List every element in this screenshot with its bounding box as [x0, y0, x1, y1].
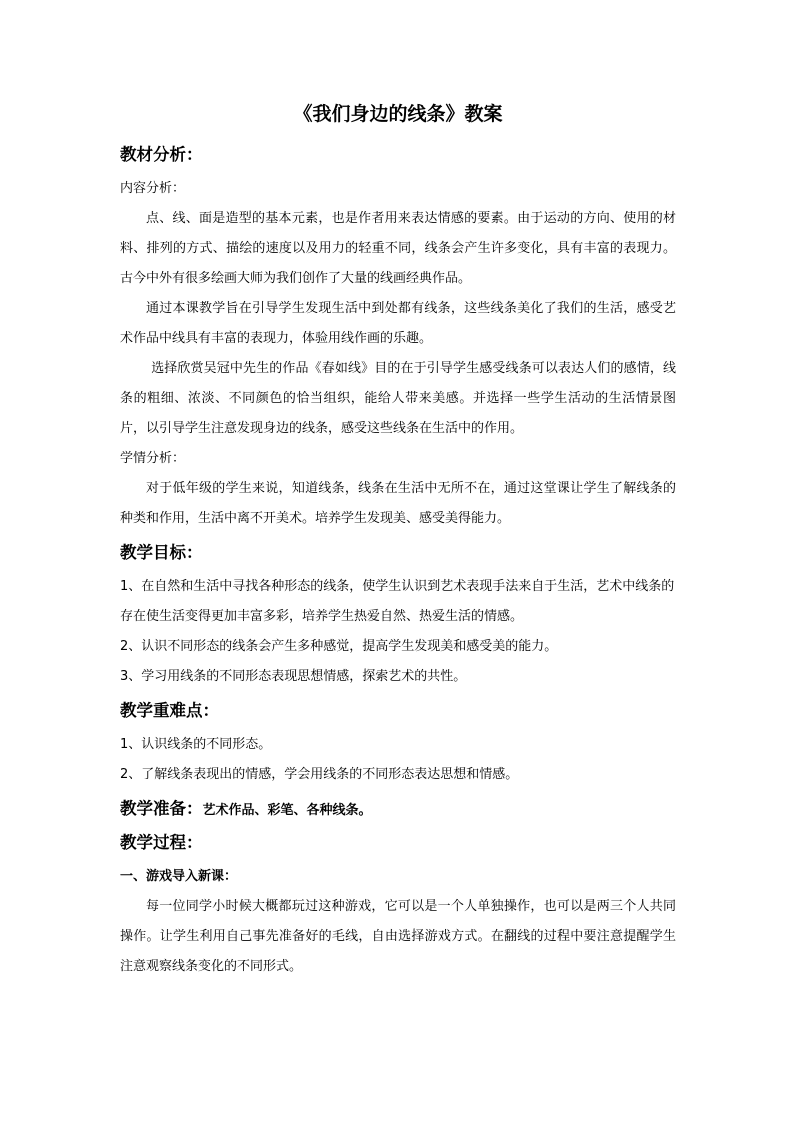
- document-title: 《我们身边的线条》教案: [293, 103, 503, 125]
- section-heading-goals: 教学目标：: [120, 543, 203, 562]
- key-point-item-2: 2、了解线条表现出的情感，学会用线条的不同形态表达思想和情感。: [120, 767, 519, 782]
- goal-item-2: 2、认识不同形态的线条会产生多种感觉，提高学生发现美和感受美的能力。: [120, 639, 558, 654]
- section-prep: [120, 796, 676, 824]
- section-heading-process: 教学过程：: [120, 833, 203, 852]
- analysis-paragraph-2: 通过本课教学旨在引导学生发现生活中到处都有线条，这些线条美化了我们的生活，感受艺术作品中线具有丰富的表现力，体验用线作画的乐趣。: [120, 301, 676, 346]
- process-step-1-text: 每一位同学小时候大概都玩过这种游戏，它可以是一个人单独操作，也可以是两三个人共同操作。让学生利用自己事先准备好的毛线，自由选择游戏方式。在翻线的过程中要注意提醒学生注意观察线条变化的不同形式。: [120, 899, 676, 974]
- section-heading-analysis: 教材分析：: [120, 145, 203, 164]
- content-analysis-label: 内容分析：: [120, 181, 186, 196]
- section-heading-key-points: 教学重难点：: [120, 701, 219, 720]
- key-point-item-1: 1、认识线条的不同形态。: [120, 737, 272, 752]
- student-analysis-label: 学情分析：: [120, 451, 186, 466]
- document-body: [120, 100, 676, 982]
- analysis-paragraph-1: 点、线、面是造型的基本元素，也是作者用来表达情感的要素。由于运动的方向、使用的材料、排列的方式、描绘的速度以及用力的轻重不同，线条会产生许多变化，具有丰富的表现力。古今中外有很多绘画大师为我们创作了大量的线画经典作品。: [120, 211, 676, 286]
- prep-text: 艺术作品、彩笔、各种线条。: [202, 803, 372, 818]
- student-analysis-paragraph: 对于低年级的学生来说，知道线条，线条在生活中无所不在，通过这堂课让学生了解线条的种类和作用，生活中离不开美术。培养学生发现美、感受美得能力。: [120, 481, 676, 526]
- process-step-1-title: 一、游戏导入新课：: [120, 869, 238, 884]
- section-heading-prep: 教学准备：: [120, 799, 203, 818]
- analysis-paragraph-3: 选择欣赏吴冠中先生的作品《春如线》目的在于引导学生感受线条可以表达人们的感情，线条的粗细、浓淡、不同颜色的恰当组织，能给人带来美感。并选择一些学生活动的生活情景图片，以引导学生注意发现身边的线条，感受这些线条在生活中的作用。: [120, 361, 676, 436]
- goal-item-3: 3、学习用线条的不同形态表现思想情感，探索艺术的共性。: [120, 669, 467, 684]
- goal-item-1: 1、在自然和生活中寻找各种形态的线条，使学生认识到艺术表现手法来自于生活，艺术中线条的存在使生活变得更加丰富多彩，培养学生热爱自然、热爱生活的情感。: [120, 579, 675, 624]
